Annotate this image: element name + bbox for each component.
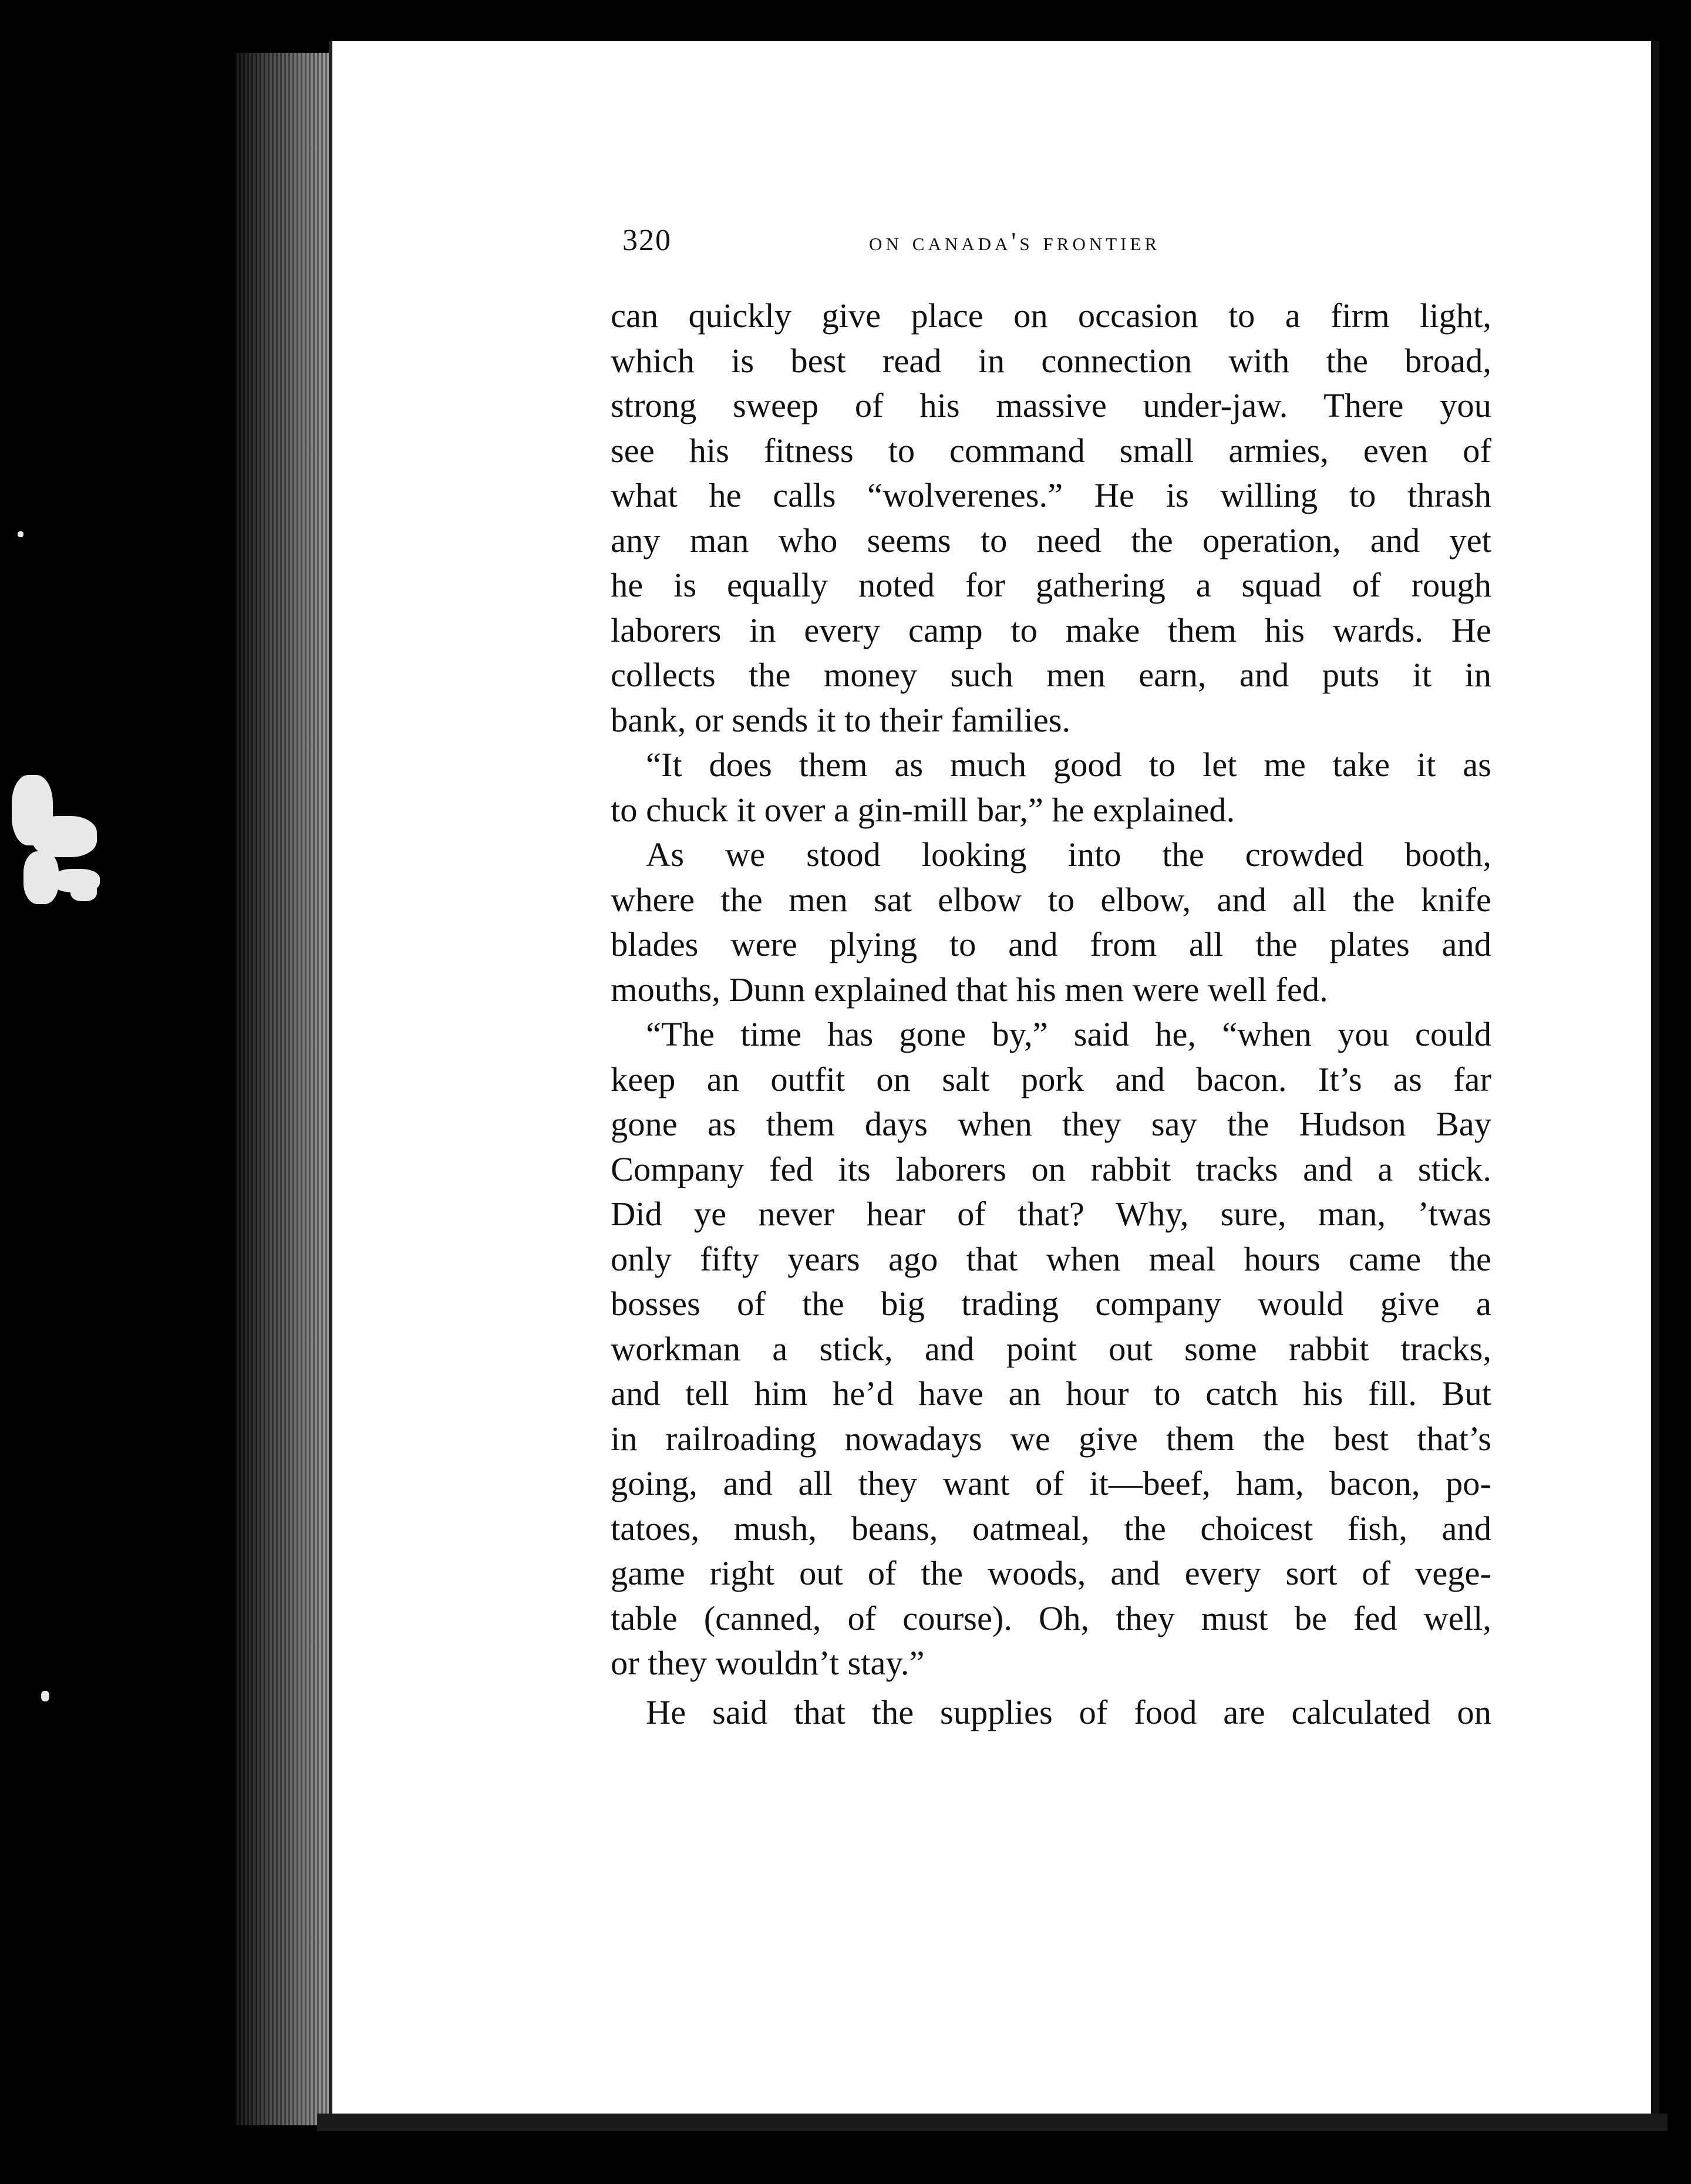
text-line: tatoes, mush, beans, oatmeal, the choicest fish, and [611,1509,1491,1548]
text-line: can quickly give place on occasion to a firm light, [611,296,1491,335]
text-line: Company fed its laborers on rabbit tracks and a stick. [611,1150,1491,1188]
text-line: bank, or sends it to their families. [611,700,1071,739]
text-line: mouths, Dunn explained that his men were well fed. [611,970,1328,1009]
text-line: to chuck it over a gin-mill bar,” he explained. [611,790,1235,829]
text-line: blades were plying to and from all the plates and [611,925,1491,963]
text-line: As we stood looking into the crowded booth, [646,835,1491,874]
text-line: game right out of the woods, and every sort of vege- [611,1554,1491,1592]
text-line: Did ye never hear of that? Why, sure, man, ’twas [611,1195,1491,1233]
text-line: in railroading nowadays we give them the best that’s [611,1419,1491,1458]
running-head [622,223,1485,270]
text-line: “It does them as much good to let me take it as [646,746,1491,784]
text-line: see his fitness to command small armies, even of [611,431,1491,470]
text-line: collects the money such men earn, and puts it in [611,656,1491,694]
paragraph-gap [611,1686,1491,1690]
scan-fleck [41,1691,49,1701]
text-line: table (canned, of course). Oh, they must be fed well, [611,1599,1491,1637]
text-line: where the men sat elbow to elbow, and all the knife [611,880,1491,919]
page-number: 320 [622,224,672,257]
text-line: He said that the supplies of food are calculated on [646,1693,1491,1731]
text-line: and tell him he’d have an hour to catch his fill. But [611,1374,1491,1413]
next-page-edge [1651,41,1659,2131]
text-line: “The time has gone by,” said he, “when you could [646,1015,1491,1053]
text-line: workman a stick, and point out some rabbit tracks, [611,1329,1491,1368]
page-bottom-edge [317,2114,1668,2131]
running-title: on canada's frontier [869,227,1161,256]
text-line: bosses of the big trading company would give a [611,1285,1491,1323]
text-line: keep an outfit on salt pork and bacon. It’s as far [611,1060,1491,1098]
text-line: laborers in every camp to make them his wards. He [611,611,1491,649]
text-line: or they wouldn’t stay.” [611,1644,925,1682]
text-line: any man who seems to need the operation, and yet [611,521,1491,560]
text-line: only fifty years ago that when meal hours came the [611,1239,1491,1278]
body-text [611,294,1491,1735]
scan-fleck [70,881,97,901]
text-line: gone as them days when they say the Hudson Bay [611,1105,1491,1143]
text-line: strong sweep of his massive under-jaw. There you [611,386,1491,424]
scan-fleck [18,531,23,537]
text-line: going, and all they want of it—beef, ham, bacon, po- [611,1464,1491,1502]
text-line: which is best read in connection with the broad, [611,341,1491,380]
text-line: what he calls “wolverenes.” He is willing to thrash [611,476,1491,514]
text-line: he is equally noted for gathering a squad of rough [611,566,1491,604]
